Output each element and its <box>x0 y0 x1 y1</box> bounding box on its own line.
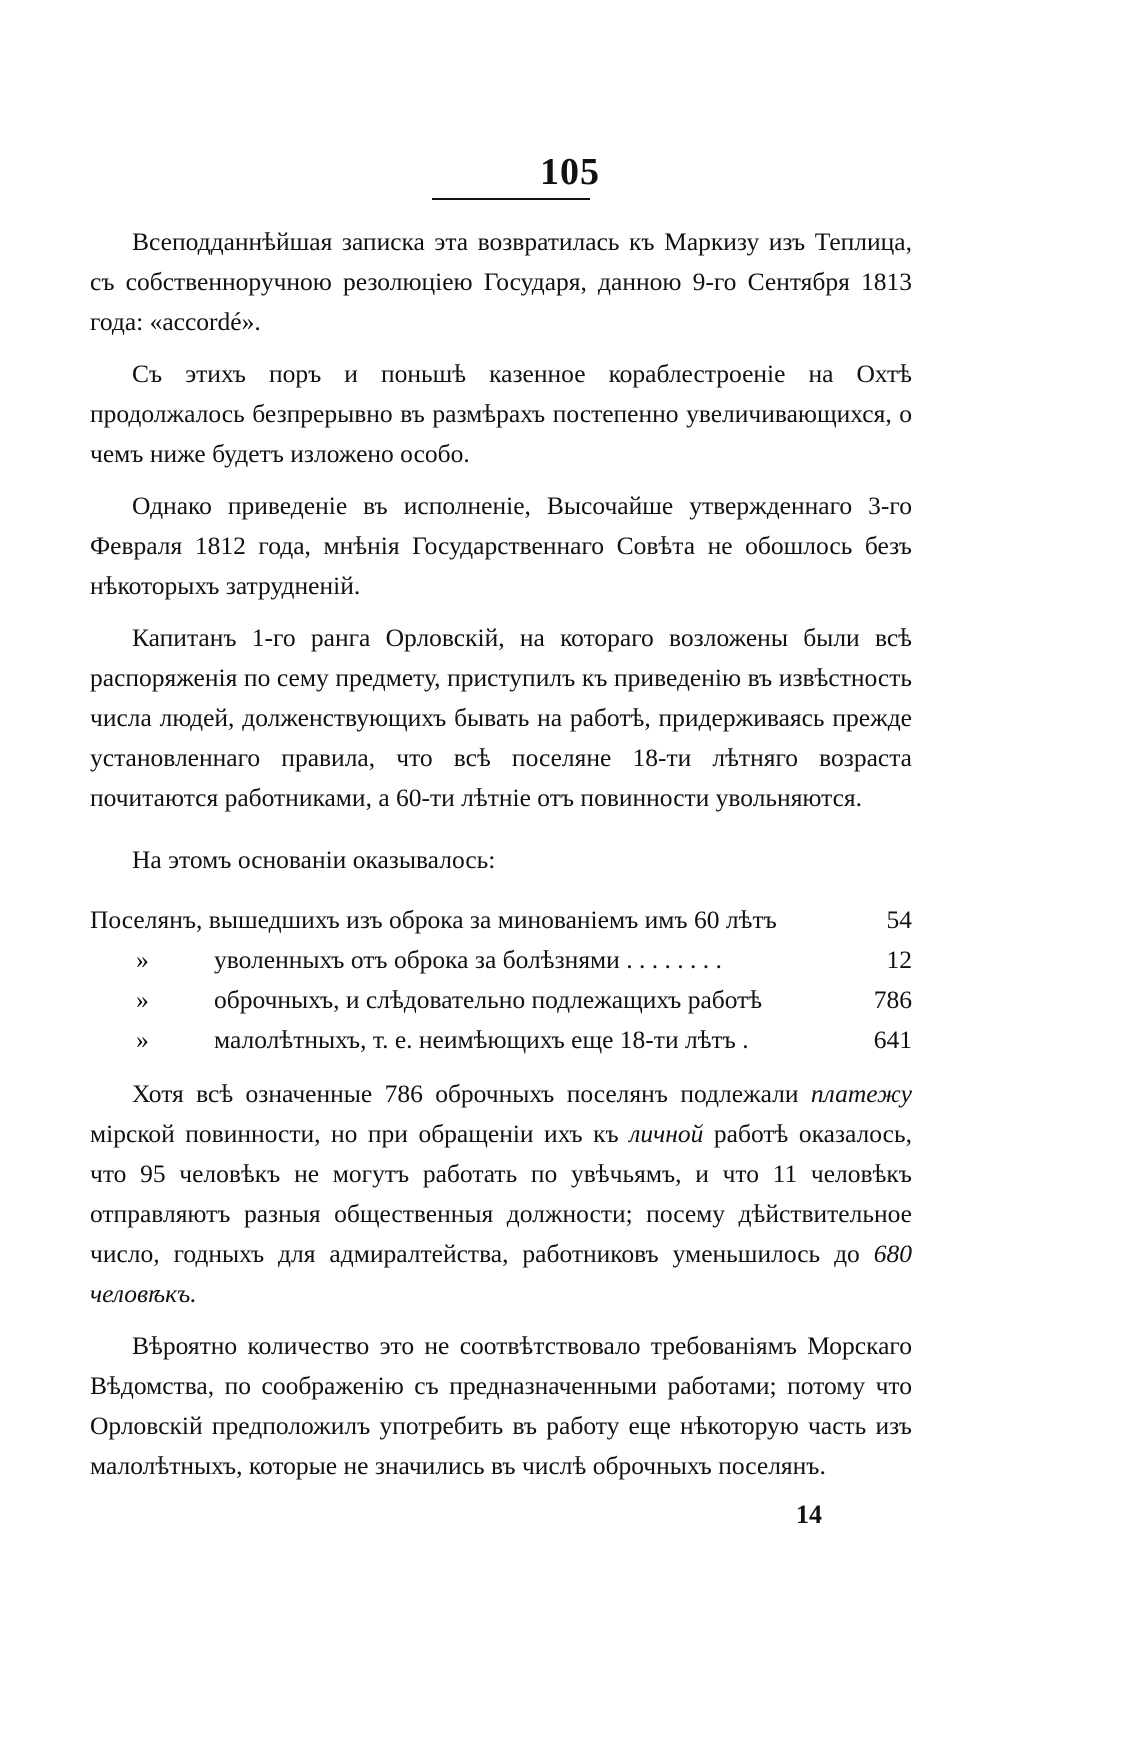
stat-value: 12 <box>886 945 912 974</box>
text-run: работѣ оказалось, что 95 человѣкъ не могутъ работать по увѣчьямъ, и что 11 человѣкъ отправляютъ разныя общественныя должности; посему дѣйствительное число, годныхъ для адмиралтейства, работниковъ уменьшилось до <box>90 1119 912 1268</box>
page-number: 105 <box>540 151 600 193</box>
stat-label: Поселянъ, вышедшихъ изъ оброка за минованіемъ имъ 60 лѣтъ <box>90 905 777 934</box>
stat-row <box>90 900 912 940</box>
stat-row <box>90 940 912 980</box>
paragraph-6 <box>90 1074 912 1314</box>
stat-row <box>90 1020 912 1060</box>
signature-mark: 14 <box>796 1500 822 1529</box>
text-run: мірской повинности, но при обращеніи ихъ къ <box>90 1119 630 1148</box>
italic-text: 680 человѣкъ. <box>90 1239 912 1308</box>
paragraph-5: На этомъ основаніи оказывалось: <box>132 845 496 874</box>
italic-text: личной <box>629 1119 704 1148</box>
paragraph-7: Вѣроятно количество это не соотвѣтствовало требованіямъ Морскаго Вѣдомства, по соображенію съ предназначенными работами; потому что Орловскій предположилъ употребить въ работу еще нѣкоторую часть изъ малолѣтныхъ, которые не значились въ числѣ оброчныхъ поселянъ. <box>90 1331 912 1480</box>
paragraph-2: Съ этихъ поръ и поньшѣ казенное кораблестроеніе на Охтѣ продолжалось безпрерывно въ размѣрахъ постепенно увеличивающихся, о чемъ ниже будетъ изложено особо. <box>90 359 912 468</box>
paragraph-1: Всеподданнѣйшая записка эта возвратилась къ Маркизу изъ Теплица, съ собственноручною резолюціею Государя, данною 9-го Сентября 1813 года: «accordé». <box>90 227 912 336</box>
ditto-mark: » <box>136 985 149 1014</box>
stat-row <box>90 980 912 1020</box>
stat-value: 786 <box>873 985 912 1014</box>
text-run: Хотя всѣ означенные 786 оброчныхъ поселянъ подлежали <box>132 1079 811 1108</box>
ditto-mark: » <box>136 945 149 974</box>
stat-value: 641 <box>873 1025 912 1054</box>
stat-label: уволенныхъ отъ оброка за болѣзнями . . . . . . . . <box>214 945 722 974</box>
italic-text: платежу <box>810 1079 912 1108</box>
stat-label: малолѣтныхъ, т. е. неимѣющихъ еще 18-ти лѣтъ . <box>214 1025 749 1054</box>
paragraph-4: Капитанъ 1-го ранга Орловскій, на котораго возложены были всѣ распоряженія по сему предмету, приступилъ къ приведенію въ извѣстность числа людей, долженствующихъ бывать на работѣ, придерживаясь прежде установленнаго правила, что всѣ поселяне 18-ти лѣтняго возраста почитаются работниками, а 60-ти лѣтніе отъ повинности увольняются. <box>90 623 912 812</box>
stat-label: оброчныхъ, и слѣдовательно подлежащихъ работѣ <box>214 985 763 1014</box>
page-body <box>90 222 912 1498</box>
stat-value: 54 <box>886 905 912 934</box>
statistics-list <box>90 900 912 1060</box>
paragraph-3: Однако приведеніе въ исполненіе, Высочайше утвержденнаго 3-го Февраля 1812 года, мнѣнія Государственнаго Совѣта не обошлось безъ нѣкоторыхъ затрудненій. <box>90 491 912 600</box>
ditto-mark: » <box>136 1025 149 1054</box>
header-rule <box>432 198 590 200</box>
